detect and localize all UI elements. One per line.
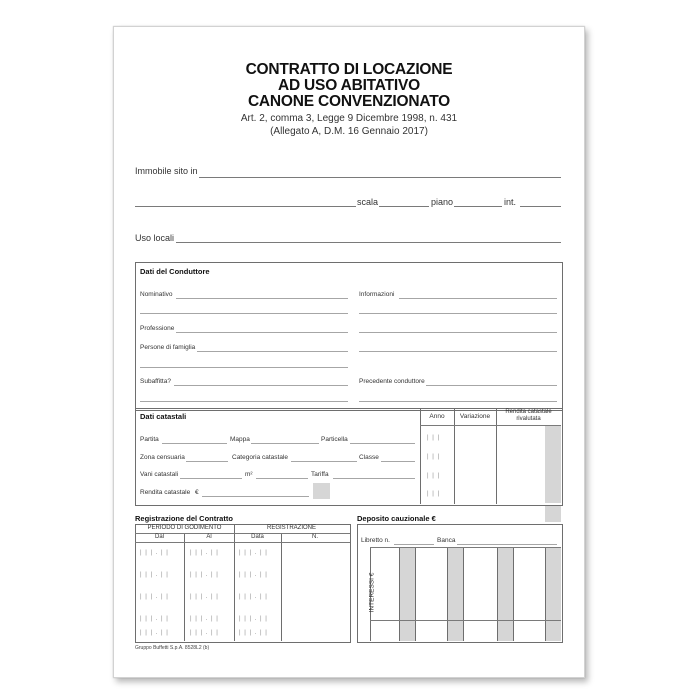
info-line-4[interactable] <box>359 351 557 352</box>
nominativo-line-2[interactable] <box>140 313 348 314</box>
classe-label: Classe <box>359 454 379 461</box>
info-line-3[interactable] <box>359 332 557 333</box>
immobile-label: Immobile sito in <box>135 166 198 176</box>
data-header: Data <box>251 534 264 540</box>
piano-label: piano <box>431 197 454 207</box>
nominativo-line[interactable] <box>176 298 348 299</box>
informazioni-line-2[interactable] <box>359 313 557 314</box>
deposito-shaded-col-4 <box>545 547 561 641</box>
subaffitta-label: Subaffitta? <box>140 378 171 385</box>
zona-censuaria-label: Zona censuaria <box>140 454 185 461</box>
partita-line[interactable] <box>162 443 227 444</box>
informazioni-line[interactable] <box>399 298 557 299</box>
form-subtitle-line2: (Allegato A, D.M. 16 Gennaio 2017) <box>270 126 428 137</box>
conduttore-section <box>135 262 563 411</box>
int-label: int. <box>504 197 517 207</box>
form-title-line2: AD USO ABITATIVO <box>277 77 421 94</box>
particella-label: Particella <box>321 436 348 443</box>
professione-label: Professione <box>140 325 175 332</box>
rendita-catastale-label: Rendita catastale <box>140 489 191 496</box>
catastali-title: Dati catastali <box>140 412 187 421</box>
tariffa-label: Tariffa <box>311 471 329 478</box>
mappa-line[interactable] <box>251 443 319 444</box>
form-title-line1: CONTRATTO DI LOCAZIONE <box>245 61 453 78</box>
deposito-shaded-col-2 <box>447 547 463 641</box>
classe-line[interactable] <box>381 461 415 462</box>
registrazione-header: REGISTRAZIONE <box>266 525 316 531</box>
form-title-line3: CANONE CONVENZIONATO <box>247 93 451 110</box>
m2-label: m² <box>245 471 253 478</box>
professione-line[interactable] <box>176 332 348 333</box>
rendita-catastale-line[interactable] <box>202 496 309 497</box>
registrazione-title: Registrazione del Contratto <box>135 514 233 523</box>
interessi-label: INTERESSI € <box>368 572 376 613</box>
deposito-title: Deposito cauzionale € <box>357 514 436 523</box>
libretto-label: Libretto n. <box>361 537 390 544</box>
deposito-shaded-col-1 <box>399 547 415 641</box>
uso-locali-label: Uso locali <box>135 233 175 243</box>
informazioni-label: Informazioni <box>359 291 395 298</box>
rendita-shaded-column <box>545 426 561 503</box>
form-subtitle-line1: Art. 2, comma 3, Legge 9 Dicembre 1998, n. 431 <box>240 113 458 124</box>
rendita-shaded-cell <box>313 483 330 499</box>
vani-catastali-label: Vani catastali <box>140 471 179 478</box>
publisher-footer: Gruppo Buffetti S.p.A. 8528L2 (b) <box>135 645 210 651</box>
variazione-header: Variazione <box>459 413 491 420</box>
zona-censuaria-line[interactable] <box>186 461 228 462</box>
banca-label: Banca <box>437 537 456 544</box>
particella-line[interactable] <box>350 443 415 444</box>
nominativo-label: Nominativo <box>140 291 173 298</box>
deposito-shaded-col-3 <box>497 547 513 641</box>
int-line[interactable] <box>520 206 561 207</box>
periodo-header: PERIODO DI GODIMENTO <box>147 525 222 531</box>
persone-famiglia-label: Persone di famiglia <box>140 344 196 351</box>
banca-line[interactable] <box>457 544 557 545</box>
mappa-label: Mappa <box>230 436 250 443</box>
scala-label: scala <box>357 197 379 207</box>
rendita-euro-sign: € <box>195 489 199 496</box>
anno-header: Anno <box>429 413 445 420</box>
rendita-header-1: Rendita catastale <box>505 409 552 415</box>
n-header: N. <box>312 534 318 540</box>
immobile-line[interactable] <box>199 177 561 178</box>
categoria-catastale-line[interactable] <box>291 461 357 462</box>
partita-label: Partita <box>140 436 159 443</box>
precedente-conduttore-label: Precedente conduttore <box>359 378 425 385</box>
precedente-line-2[interactable] <box>359 401 557 402</box>
categoria-catastale-label: Categoria catastale <box>232 454 289 461</box>
address-line[interactable] <box>135 206 356 207</box>
contract-form-sheet: CONTRATTO DI LOCAZIONE AD USO ABITATIVO CANONE CONVENZIONATO Art. 2, comma 3, Legge 9 Dicembre 1998, n. 431 (Allegato A, D.M. 16 Gennaio 2017) Immobile sito in scala piano int. Uso locali Dati del Conduttore Nominativo Informazioni Professione Persone di famiglia Subaffitta? Precedente conduttore Dati catastali Anno Variazione Rendita catastale rivalutata | | | | | | | | | | | | Partita Mappa Particella Zona censuaria Categoria catastale Classe Vani catastali m² Tariffa Rendita catastale € Registrazione del Contratto PERIODO DI GODIMENTO REGISTRAZIONE Dal Al Data N. | | | . | | | | | . | | | | | . | | | | | . | | | | | . | | | | | . | | | | | . | | | | | . | | | | | . | | | | | . | | | | | . | | | | | . | | | | | . | | | | | . | | | | | . | | Deposito cauzionale € Libretto n. Banca INTERESSI € Gruppo Buffetti S.p.A. 8528L2 (b) <box>113 26 585 678</box>
persone-famiglia-line-2[interactable] <box>140 367 348 368</box>
uso-locali-line[interactable] <box>176 242 561 243</box>
persone-famiglia-line[interactable] <box>197 351 348 352</box>
tariffa-line[interactable] <box>333 478 415 479</box>
vani-catastali-line[interactable] <box>180 478 242 479</box>
catastali-section <box>135 408 563 506</box>
deposito-shaded-cell <box>545 506 561 522</box>
subaffitta-line[interactable] <box>174 385 348 386</box>
al-header: Al <box>206 534 212 540</box>
conduttore-title: Dati del Conduttore <box>140 267 210 276</box>
rendita-header-2: rivalutata <box>516 416 541 422</box>
piano-line[interactable] <box>454 206 502 207</box>
precedente-conduttore-line[interactable] <box>426 385 557 386</box>
subaffitta-line-2[interactable] <box>140 401 348 402</box>
libretto-line[interactable] <box>394 544 434 545</box>
scala-line[interactable] <box>379 206 429 207</box>
dal-header: Dal <box>154 534 164 540</box>
m2-line[interactable] <box>256 478 308 479</box>
